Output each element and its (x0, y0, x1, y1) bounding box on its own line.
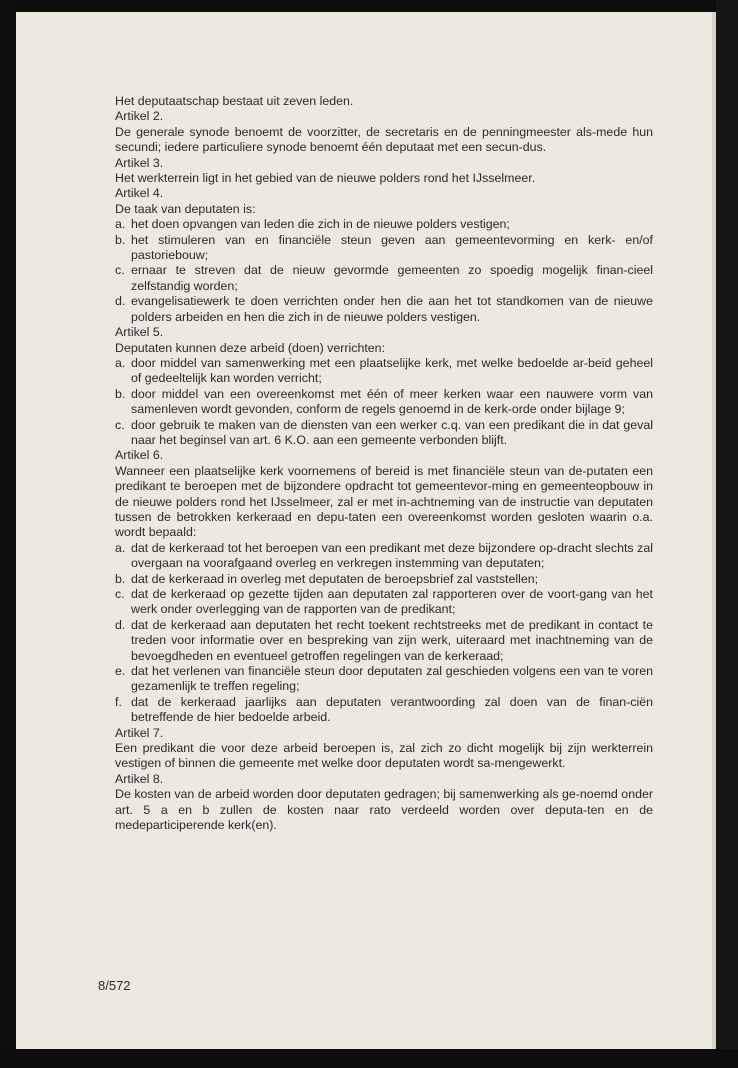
list-item (115, 572, 653, 587)
article-heading: Artikel 3. (115, 155, 164, 170)
list-item (115, 587, 653, 618)
list-item-text: dat de kerkeraad aan deputaten het recht toekent rechtstreeks met de predikant in contact te treden voor informatie over en bespreking van zijn werk, uiteraard met inachtneming van de bevoegdheden en eventueel getroffen regelingen van de kerkeraad; (131, 617, 653, 663)
list-item (115, 294, 653, 325)
list-item (115, 356, 653, 387)
article-heading: Artikel 8. (115, 771, 164, 786)
list-item (115, 418, 653, 449)
list-item-text: dat de kerkeraad jaarlijks aan deputaten verantwoording zal doen van de finan-ciën betreffende de hier bedoelde arbeid. (131, 694, 653, 725)
article-heading: Artikel 7. (115, 725, 164, 740)
list-item-label: f. (115, 694, 122, 709)
scan-border-top (0, 0, 738, 12)
list-item (115, 541, 653, 572)
list-item-text: dat het verlenen van financiële steun door deputaten zal geschieden volgens een van te voren gezamenlijk te treffen regeling; (131, 664, 653, 694)
list-item-label: d. (115, 617, 126, 632)
paragraph: De kosten van de arbeid worden door deputaten gedragen; bij samenwerking als ge-noemd onder art. 5 a en b zullen de kosten naar rato verdeeld worden over deputa-ten en de medeparticiperende kerk(en). (115, 787, 653, 833)
list-item (115, 664, 653, 695)
scan-border-bottom (0, 1049, 738, 1068)
list-item-text: het stimuleren van en financiële steun geven aan gemeentevorming en kerk- en/of pastoriebouw; (131, 232, 653, 263)
paragraph: Een predikant die voor deze arbeid beroepen is, zal zich zo dicht mogelijk bij zijn werkterrein vestigen of binnen die gemeente met welke door deputaten wordt sa-mengewerkt. (115, 741, 653, 771)
list-item-text: door gebruik te maken van de diensten van een werker c.q. van een predikant die in dat geval naar het beginsel van art. 6 K.O. aan een gemeente verbonden blijft. (131, 417, 653, 447)
scan-border-right (716, 0, 738, 1068)
paragraph: Het werkterrein ligt in het gebied van de nieuwe polders rond het IJsselmeer. (115, 171, 536, 186)
document-body (115, 94, 653, 834)
article-heading: Artikel 4. (115, 186, 164, 201)
list-item-label: b. (115, 571, 126, 586)
list-item-text: door middel van samenwerking met een plaatselijke kerk, met welke bedoelde ar-beid geheel of gedeeltelijk kan worden verricht; (131, 355, 653, 386)
list-item-text: ernaar te streven dat de nieuw gevormde gemeenten zo spoedig mogelijk finan-cieel zelfstandig worden; (131, 263, 653, 293)
list-item-label: a. (115, 355, 126, 370)
list-item-label: c. (115, 263, 125, 278)
scan-border-left (0, 0, 16, 1068)
page-number: 8/572 (98, 978, 131, 993)
list-item (115, 695, 653, 726)
paragraph: De generale synode benoemt de voorzitter, de secretaris en de penningmeester als-mede hun secundi; iedere particuliere synode benoemt één deputaat met een secun-dus. (115, 124, 653, 155)
article-heading: Artikel 6. (115, 448, 164, 463)
list-item-label: c. (115, 587, 125, 601)
list-item-label: d. (115, 294, 126, 309)
paragraph: Deputaten kunnen deze arbeid (doen) verrichten: (115, 340, 386, 355)
list-item (115, 217, 653, 232)
article-heading: Artikel 5. (115, 325, 164, 340)
list-item-text: dat de kerkeraad tot het beroepen van een predikant met deze bijzondere op-dracht slechts zal overgaan na voorafgaand overleg en verkregen instemming van deputaten; (131, 540, 653, 571)
paragraph: Wanneer een plaatselijke kerk voornemens of bereid is met financiële steun van de-putaten een predikant te beroepen met de bijzondere opdracht tot gemeentevor-ming en gemeenteopbouw in de nieuwe polders rond het IJsselmeer, zal er met in-achtneming van de instructie van deputaten tussen de betrokken kerkeraad en depu-taten een overeenkomst worden gesloten waarin o.a. wordt bepaald: (115, 463, 653, 540)
list-item-label: b. (115, 232, 126, 247)
paragraph: Het deputaatschap bestaat uit zeven leden. (115, 94, 354, 108)
paragraph: De taak van deputaten is: (115, 201, 256, 216)
list-item-label: c. (115, 417, 125, 432)
list-item (115, 233, 653, 264)
article-heading: Artikel 2. (115, 109, 164, 124)
list-item-text: dat de kerkeraad in overleg met deputaten de beroepsbrief zal vaststellen; (131, 571, 539, 586)
page-edge-strip (712, 12, 716, 1049)
list-item (115, 263, 653, 294)
list-item-text: door middel van een overeenkomst met één of meer kerken waar een nauwere vorm van samenleven wordt gevonden, conform de regels genoemd in de kerk-orde onder bijlage 9; (131, 386, 653, 417)
list-item (115, 618, 653, 664)
list-item-text: evangelisatiewerk te doen verrichten onder hen die aan het tot standkomen van de nieuwe polders arbeiden en hen die zich in de nieuwe polders vestigen. (131, 294, 653, 324)
list-item-text: dat de kerkeraad op gezette tijden aan deputaten zal rapporteren over de voort-gang van het werk onder overlegging van de rapporten van de predikant; (131, 587, 653, 617)
list-item (115, 387, 653, 418)
list-item-label: e. (115, 664, 126, 679)
list-item-label: a. (115, 540, 126, 555)
list-item-text: het doen opvangen van leden die zich in de nieuwe polders vestigen; (131, 217, 510, 232)
list-item-label: b. (115, 386, 126, 401)
list-item-label: a. (115, 217, 126, 232)
